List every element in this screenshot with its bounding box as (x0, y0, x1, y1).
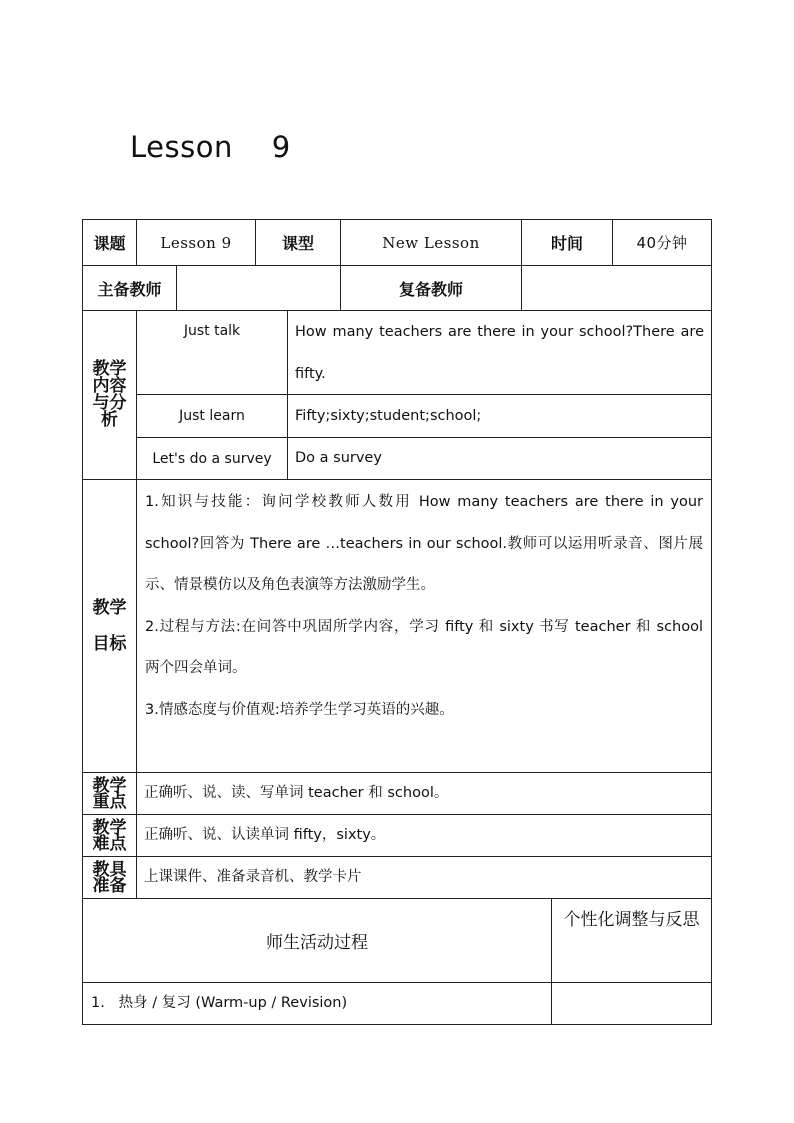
process-step-1: 1. 热身 / 复习 (Warm-up / Revision) (82, 982, 552, 1025)
section-survey: Let's do a survey (136, 437, 288, 480)
type-value: New Lesson (340, 219, 522, 266)
difficulties-label: 教学难点 (82, 814, 137, 857)
review-teacher-label: 复备教师 (340, 265, 522, 311)
topic-label: 课题 (82, 219, 137, 266)
just-learn-content: Fifty;sixty;student;school; (287, 394, 712, 438)
objectives-label-bottom: 目标 (92, 634, 127, 654)
objective-line: 示、情景模仿以及角色表演等方法激励学生。 (145, 577, 435, 593)
just-talk-content: How many teachers are there in your school?There are fifty. (287, 310, 712, 395)
objective-line: 3.情感态度与价值观:培养学生学习英语的兴趣。 (145, 701, 454, 718)
time-label: 时间 (521, 219, 613, 266)
process-label: 师生活动过程 (82, 898, 552, 983)
objective-line: school?回答为 There are …teachers in our school.教师可以运用听录音、图片展 (145, 535, 703, 552)
objective-line: 1.知识与技能：询问学校教师人数用 How many teachers are there in your (145, 494, 703, 510)
materials-content: 上课课件、准备录音机、教学卡片 (136, 856, 712, 899)
reflection-label: 个性化调整与反思 (551, 898, 712, 983)
content-analysis-label: 教学内容与分析 (82, 310, 137, 480)
materials-label: 教具准备 (82, 856, 137, 899)
difficulties-content: 正确听、说、认读单词 fifty，sixty。 (136, 814, 712, 857)
objectives-label (82, 479, 137, 773)
type-label: 课型 (255, 219, 341, 266)
main-teacher-value (176, 265, 341, 311)
objective-line: 2.过程与方法:在问答中巩固所学内容，学习 fifty 和 sixty 书写 teacher 和 school (145, 618, 703, 635)
section-just-talk: Just talk (136, 310, 288, 395)
section-just-learn: Just learn (136, 394, 288, 438)
time-value: 40分钟 (612, 219, 712, 266)
key-points-label: 教学重点 (82, 772, 137, 815)
objective-line: 两个四会单词。 (145, 660, 247, 676)
key-points-content: 正确听、说、读、写单词 teacher 和 school。 (136, 772, 712, 815)
objectives-label-top: 教学 (92, 598, 127, 618)
main-teacher-label: 主备教师 (82, 265, 177, 311)
objectives-content (136, 479, 712, 773)
topic-value: Lesson 9 (136, 219, 256, 266)
survey-content: Do a survey (287, 437, 712, 480)
reflection-cell (551, 982, 712, 1025)
page-title: Lesson 9 (130, 130, 291, 164)
review-teacher-value (521, 265, 712, 311)
